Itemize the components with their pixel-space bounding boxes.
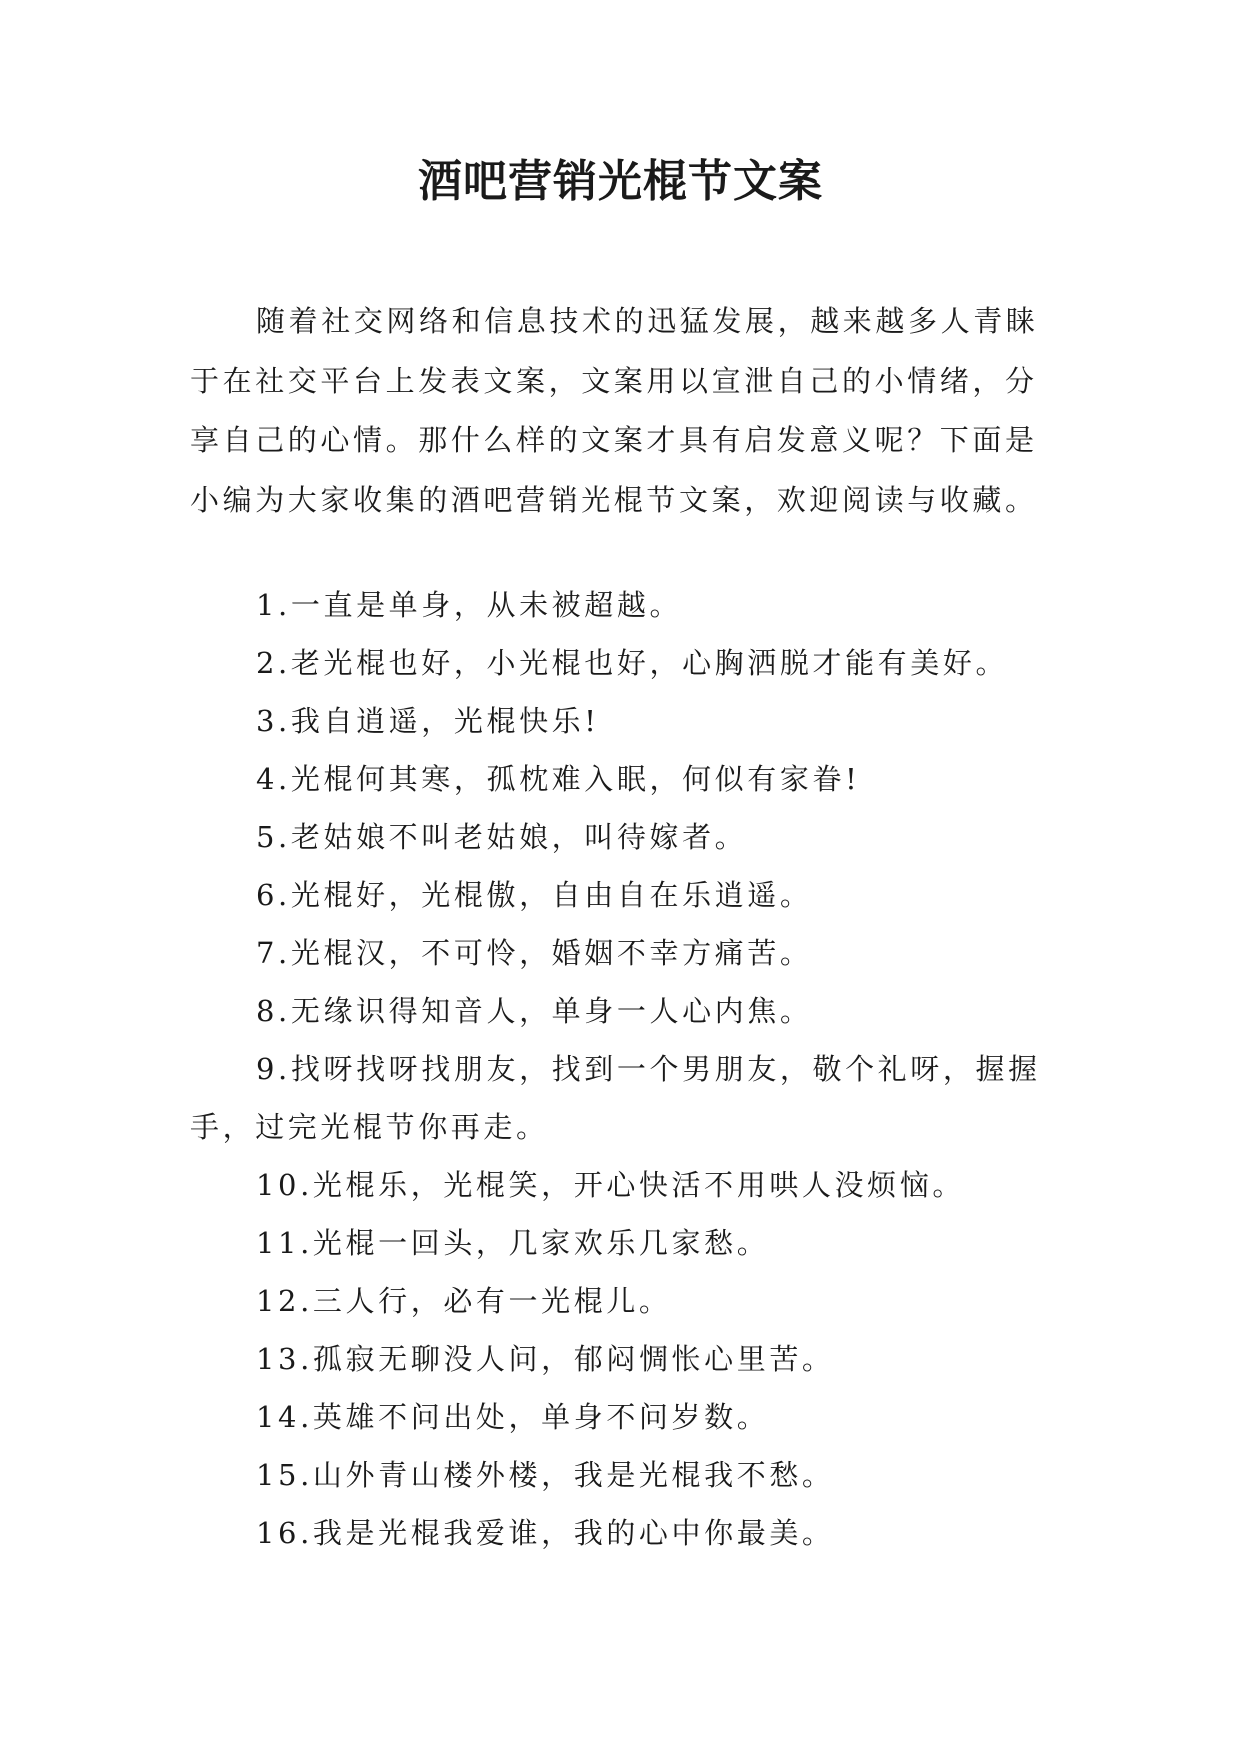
list-item: 8.无缘识得知音人，单身一人心内焦。 [256, 994, 813, 1028]
list-item: 16.我是光棍我爱谁，我的心中你最美。 [256, 1516, 835, 1550]
list-item: 10.光棍乐，光棍笑，开心快活不用哄人没烦恼。 [256, 1168, 965, 1202]
intro-paragraph: 随着社交网络和信息技术的迅猛发展，越来越多人青睐于在社交平台上发表文案，文案用以宣泄自己的小情绪，分享自己的心情。那什么样的文案才具有启发意义呢？下面是小编为大家收集的酒吧营销光棍节文案，欢迎阅读与收藏。 [190, 304, 1039, 517]
document-title: 酒吧营销光棍节文案 [418, 156, 823, 207]
list-item: 14.英雄不问出处，单身不问岁数。 [256, 1400, 770, 1434]
list-item: 2.老光棍也好，小光棍也好，心胸洒脱才能有美好。 [256, 646, 1009, 680]
list-item: 15.山外青山楼外楼，我是光棍我不愁。 [256, 1458, 835, 1492]
list-item: 9.找呀找呀找朋友，找到一个男朋友，敬个礼呀，握握手，过完光棍节你再走。 [190, 1052, 1041, 1144]
list-item: 4.光棍何其寒，孤枕难入眠，何似有家眷! [256, 762, 861, 796]
slogan-list [190, 576, 1050, 1562]
list-item: 11.光棍一回头，几家欢乐几家愁。 [256, 1226, 770, 1260]
list-item: 5.老姑娘不叫老姑娘，叫待嫁者。 [256, 820, 748, 854]
list-item: 7.光棍汉，不可怜，婚姻不幸方痛苦。 [256, 936, 813, 970]
list-item: 12.三人行，必有一光棍儿。 [256, 1284, 672, 1318]
list-item: 6.光棍好，光棍傲，自由自在乐逍遥。 [256, 878, 813, 912]
list-item: 3.我自逍遥，光棍快乐! [256, 704, 600, 738]
list-item: 1.一直是单身，从未被超越。 [256, 588, 683, 622]
list-item: 13.孤寂无聊没人问，郁闷惆怅心里苦。 [256, 1342, 835, 1376]
